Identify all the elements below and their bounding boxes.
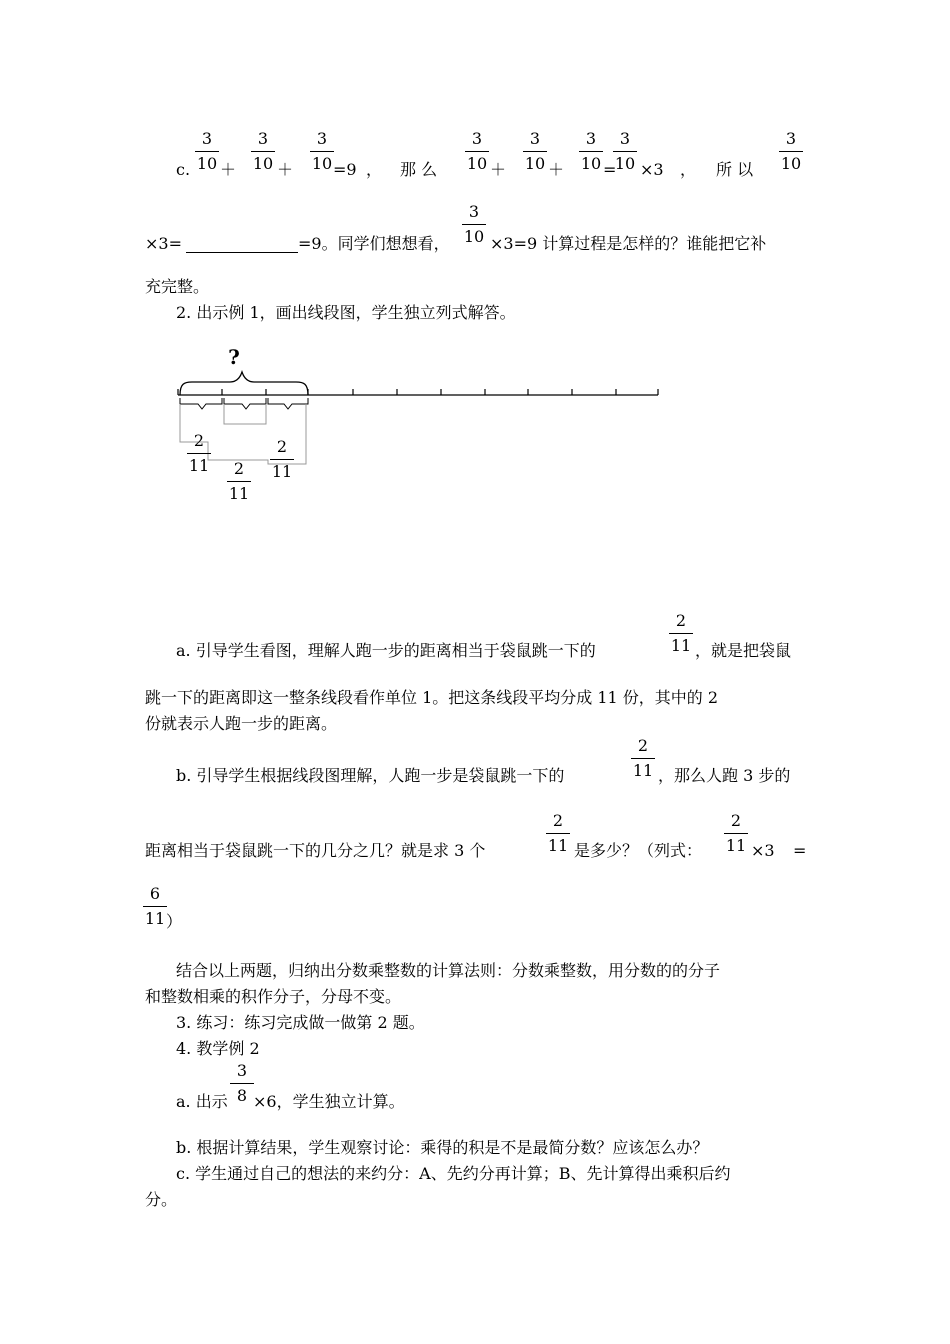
word-namo: 那 么 [400, 160, 438, 179]
small-brace [268, 398, 308, 409]
line-c-label: c. [176, 160, 191, 179]
para-a-line3: 份就表示人跑一步的距离。 [145, 714, 338, 733]
fraction: 3 10 [463, 202, 485, 246]
question-mark: ? [228, 345, 240, 369]
para-a-line2: 跳一下的距离即这一整条线段看作单位 1。把这条线段平均分成 11 份，其中的 2 [145, 688, 719, 707]
comma: ， [680, 160, 697, 179]
item-3: 3. 练习：练习完成做一做第 2 题。 [176, 1013, 425, 1032]
comma: ， [366, 160, 383, 179]
fraction: 2 11 [725, 811, 747, 855]
times-three: ×3 [640, 160, 664, 179]
para-a-line1: a. 引导学生看图，理解人跑一步的距离相当于袋鼠跳一下的 [176, 641, 596, 660]
item-4b: b. 根据计算结果，学生观察讨论：乘得的积是不是最简分数？应该怎么办？ [176, 1138, 709, 1157]
summary-line2: 和整数相乘的积作分子，分母不变。 [145, 987, 402, 1006]
item-4c-line2: 分。 [145, 1190, 178, 1209]
item-4a-start: a. 出示 [176, 1092, 228, 1111]
answer-blank [186, 236, 298, 253]
para-b-close: ） [166, 912, 183, 931]
item-4: 4. 教学例 2 [176, 1039, 260, 1058]
item-2: 2. 出示例 1，画出线段图，学生独立列式解答。 [176, 303, 516, 322]
line-c2-rest: ×3=9 计算过程是怎样的？谁能把它补 [490, 234, 767, 253]
word-suoyi: 所 以 [716, 160, 754, 179]
small-brace [180, 398, 222, 409]
para-b-line2-mid: 是多少？（列式： [574, 841, 703, 860]
item-4c-line1: c. 学生通过自己的想法的来约分：A、先约分再计算；B、先计算得出乘积后约 [176, 1164, 731, 1183]
fraction: 3 10 [614, 129, 636, 173]
fraction: 6 11 [144, 884, 166, 928]
small-brace [224, 398, 266, 409]
item-4a-end: ×6，学生独立计算。 [253, 1092, 405, 1111]
summary-line1: 结合以上两题，归纳出分数乘整数的计算法则：分数乘整数，用分数的的分子 [176, 961, 721, 980]
fraction: 3 8 [229, 1062, 255, 1106]
fraction: 3 10 [196, 129, 218, 173]
line-c2-text: =9。同学们想想看， [298, 234, 450, 253]
fraction: 2 11 [670, 611, 692, 655]
line-c-end: 充完整。 [145, 277, 210, 296]
para-b-line1: b. 引导学生根据线段图理解，人跑一步是袋鼠跳一下的 [176, 766, 565, 785]
para-b-times: ×3 [751, 841, 775, 860]
fraction: 3 10 [780, 129, 802, 173]
fraction: 3 10 [466, 129, 488, 173]
tick-marks [178, 389, 658, 395]
fraction: 2 11 [271, 437, 293, 481]
brace [180, 372, 308, 395]
para-b-equals: = [793, 841, 807, 860]
times-three-equals: ×3= [145, 234, 182, 253]
equals-nine: =9 [333, 160, 357, 179]
fraction: 3 10 [524, 129, 546, 173]
fraction: 3 10 [580, 129, 602, 173]
para-a-line1-end: ，就是把袋鼠 [695, 641, 792, 660]
fraction: 2 11 [632, 736, 654, 780]
para-b-line2-start: 距离相当于袋鼠跳一下的几分之几？就是求 3 个 [145, 841, 486, 860]
plus-sign: ＋ [490, 160, 507, 179]
fraction: 3 10 [252, 129, 274, 173]
plus-sign: ＋ [548, 160, 565, 179]
fraction: 2 11 [547, 811, 569, 855]
plus-sign: ＋ [277, 160, 294, 179]
fraction: 3 10 [311, 129, 333, 173]
fraction: 2 11 [228, 459, 250, 503]
equals-sign: = [603, 160, 617, 179]
fraction: 2 11 [188, 431, 210, 475]
para-b-line1-end: ，那么人跑 3 步的 [658, 766, 791, 785]
plus-sign: ＋ [220, 160, 237, 179]
